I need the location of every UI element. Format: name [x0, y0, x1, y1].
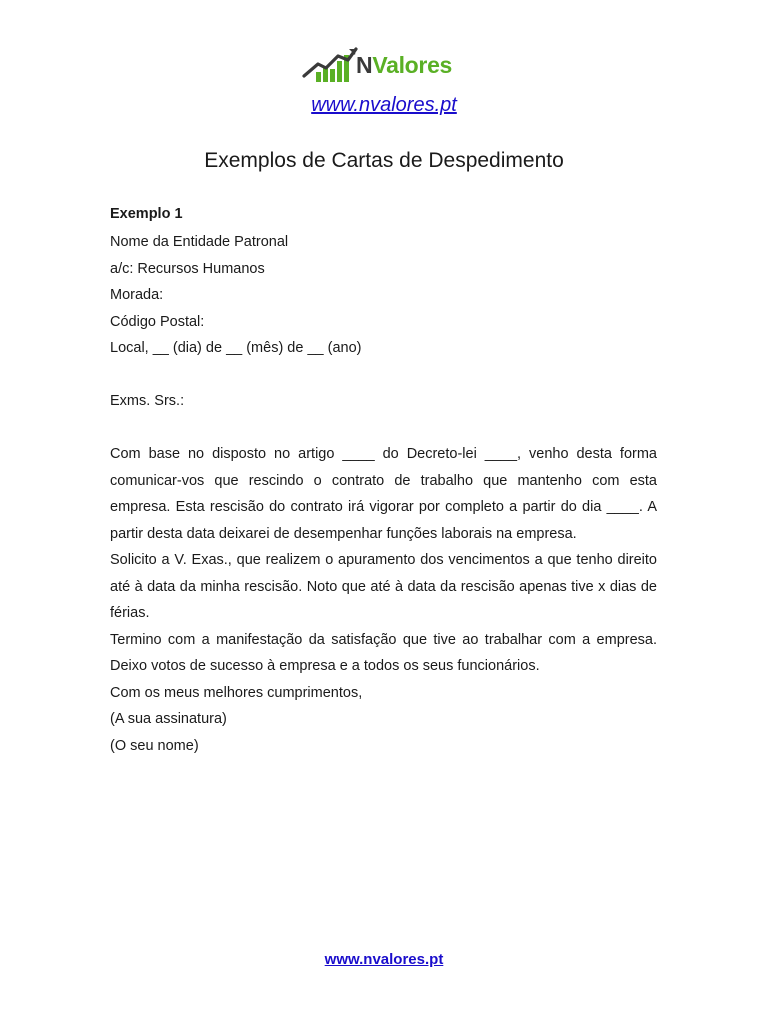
name-placeholder: (O seu nome) [110, 737, 199, 754]
spacer [110, 415, 657, 442]
address-block [110, 229, 657, 362]
document-title: Exemplos de Cartas de Despedimento [204, 149, 564, 172]
signature-placeholder: (A sua assinatura) [110, 711, 227, 727]
rising-bar-chart-icon [302, 46, 358, 82]
letter-paragraph: Solicito a V. Exas., que realizem o apuramento dos vencimentos a que tenho direito até à data da minha rescisão. Noto que até à data da rescisão apenas tive x dias de férias. [110, 552, 657, 621]
logo-wordmark: NValores [356, 52, 453, 78]
address-line: a/c: Recursos Humanos [110, 260, 265, 277]
address-line: Nome da Entidade Patronal [110, 234, 289, 250]
spacer [110, 362, 657, 389]
address-line: Morada: [110, 287, 164, 303]
example-heading: Exemplo 1 [110, 206, 183, 222]
address-line: Código Postal: [110, 313, 205, 330]
nvalores-logo [302, 42, 467, 82]
letter-paragraph: Termino com a manifestação da satisfação que tive ao trabalhar com a empresa. Deixo votos de sucesso à empresa e a todos os seus funcionários. [110, 631, 657, 674]
date-line: Local, __ (dia) de __ (mês) de __ (ano) [110, 340, 362, 356]
footer-site-link[interactable]: www.nvalores.pt [324, 951, 444, 968]
closing-line: Com os meus melhores cumprimentos, [110, 684, 363, 701]
letter-paragraph: Com base no disposto no artigo ____ do Decreto-lei ____, venho desta forma comunicar-vos que rescindo o contrato de trabalho que mantenho com esta empresa. Esta rescisão do contrato irá vigorar por completo a partir do dia ____. A partir desta data deixarei de desempenhar funções laborais na empresa. [110, 446, 657, 542]
header-site-link[interactable]: www.nvalores.pt [311, 94, 457, 116]
letter-example [110, 204, 657, 759]
salutation: Exms. Srs.: [110, 393, 185, 409]
